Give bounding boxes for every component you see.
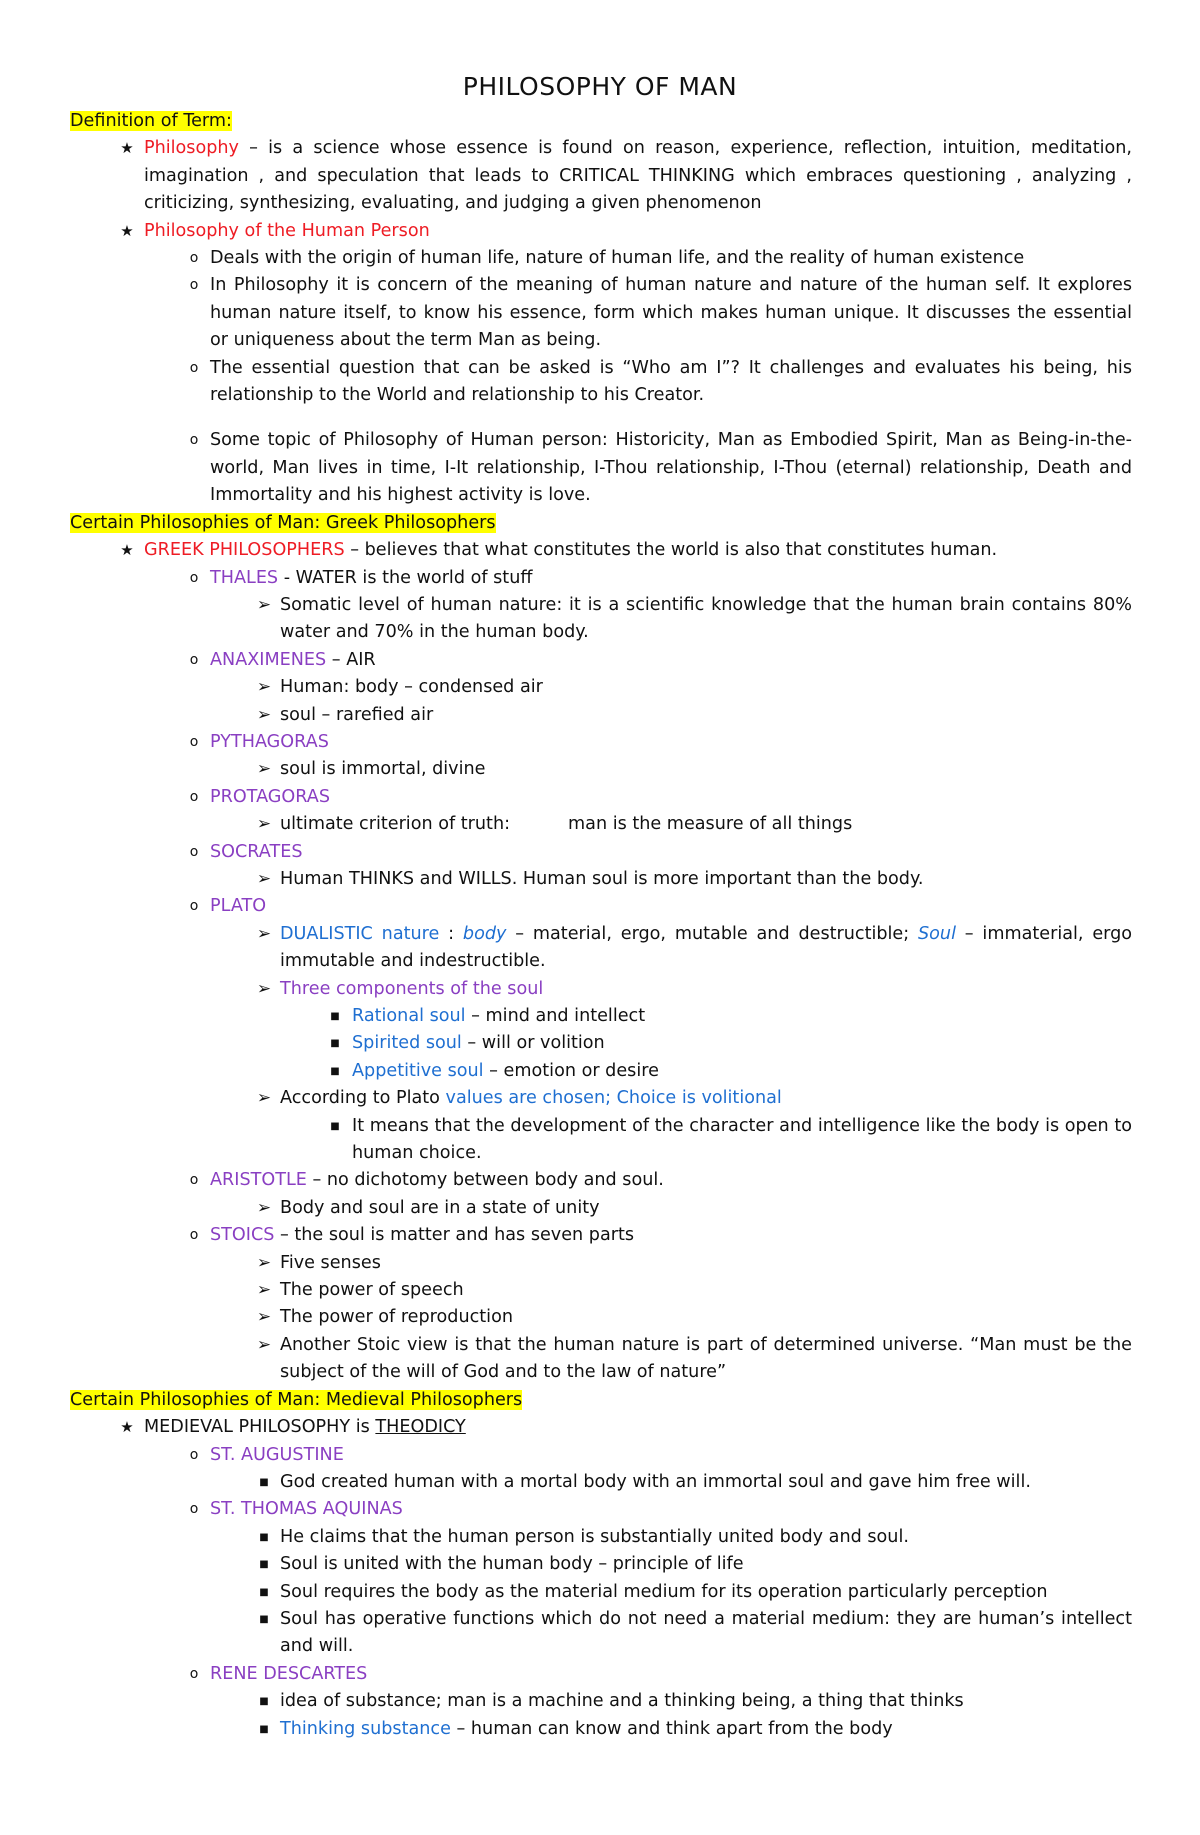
list-item: ■ Spirited soul – will or volition <box>318 1030 1132 1057</box>
philosopher-thales: o THALES - WATER is the world of stuff <box>178 565 1132 592</box>
philosopher-socrates <box>178 839 1132 866</box>
arrow-bullet-icon: ➢ <box>256 1197 272 1218</box>
name-socrates: SOCRATES <box>210 841 303 862</box>
list-item: ➢ Somatic level of human nature: it is a scientific knowledge that the human brain contains 80% water and 70% in the human body. <box>248 592 1132 647</box>
list-item: ■ Soul has operative functions which do not need a material medium: they are human’s intellect and will. <box>248 1606 1132 1661</box>
name-aristotle: ARISTOTLE <box>210 1170 307 1191</box>
list-item: ■ God created human with a mortal body with an immortal soul and gave him free will. <box>248 1469 1132 1496</box>
term-philosophy: Philosophy <box>144 138 239 159</box>
circle-bullet-icon: o <box>189 898 199 915</box>
arrow-bullet-icon: ➢ <box>256 868 272 889</box>
name-aquinas: ST. THOMAS AQUINAS <box>210 1499 403 1520</box>
philosopher-pythagoras <box>178 729 1132 756</box>
arrow-bullet-icon: ➢ <box>256 1334 272 1355</box>
list-item: ■ It means that the development of the character and intelligence like the body is open to human choice. <box>318 1113 1132 1168</box>
section-heading-definition <box>70 108 1132 135</box>
spacer <box>70 409 1132 427</box>
square-bullet-icon: ■ <box>259 1696 269 1708</box>
list-item: ➢ DUALISTIC nature : body – material, ergo, mutable and destructible; Soul – immaterial, ergo immutable and indestructible. <box>248 921 1132 976</box>
list-item <box>248 976 1132 1003</box>
arrow-bullet-icon: ➢ <box>256 814 272 835</box>
heading-text: Certain Philosophies of Man: Medieval Philosophers <box>70 1389 523 1410</box>
square-bullet-icon: ■ <box>259 1476 269 1488</box>
list-item: ■ Soul requires the body as the material medium for its operation particularly perception <box>248 1579 1132 1606</box>
term-body: body <box>462 923 507 944</box>
page-title: PHILOSOPHY OF MAN <box>462 72 738 101</box>
list-item: ■ Appetitive soul – emotion or desire <box>318 1058 1132 1085</box>
list-item: ➢ Five senses <box>248 1250 1132 1277</box>
list-item: ➢ Body and soul are in a state of unity <box>248 1195 1132 1222</box>
arrow-bullet-icon: ➢ <box>256 1252 272 1273</box>
circle-bullet-icon: o <box>189 843 199 860</box>
philosopher-aquinas <box>178 1496 1132 1523</box>
list-item: o Deals with the origin of human life, nature of human life, and the reality of human existence <box>178 245 1132 272</box>
square-bullet-icon: ■ <box>330 1011 340 1022</box>
heading-text: Definition of Term: <box>70 111 232 131</box>
term-theodicy: THEODICY <box>375 1417 466 1438</box>
circle-bullet-icon: o <box>189 1501 199 1518</box>
square-bullet-icon: ■ <box>259 1586 269 1598</box>
list-item: o Some topic of Philosophy of Human person: Historicity, Man as Embodied Spirit, Man as Being-in-the-world, Man lives in time, I-It relationship, I-Thou relationship, I-Thou (eternal) relationship, Death and Immortality and his highest activity is love. <box>178 427 1132 509</box>
name-augustine: ST. AUGUSTINE <box>210 1444 344 1465</box>
list-item <box>110 218 1132 245</box>
name-descartes: RENE DESCARTES <box>210 1663 368 1684</box>
list-item: ➢ Human THINKS and WILLS. Human soul is more important than the body. <box>248 866 1132 893</box>
list-item: ★ MEDIEVAL PHILOSOPHY is THEODICY <box>110 1414 1132 1441</box>
list-item: ➢ soul – rarefied air <box>248 702 1132 729</box>
arrow-bullet-icon: ➢ <box>256 923 272 944</box>
arrow-bullet-icon: ➢ <box>256 759 272 780</box>
term-greek-philosophers: GREEK PHILOSOPHERS <box>144 540 345 561</box>
circle-bullet-icon: o <box>189 1172 199 1189</box>
list-item: ➢ The power of reproduction <box>248 1304 1132 1331</box>
document-body <box>70 108 1132 1743</box>
list-item: ➢ Human: body – condensed air <box>248 674 1132 701</box>
philosopher-aristotle: o ARISTOTLE – no dichotomy between body and soul. <box>178 1167 1132 1194</box>
philosopher-stoics: o STOICS – the soul is matter and has seven parts <box>178 1222 1132 1249</box>
circle-bullet-icon: o <box>189 1446 199 1463</box>
arrow-bullet-icon: ➢ <box>256 704 272 725</box>
square-bullet-icon: ■ <box>259 1531 269 1543</box>
star-bullet-icon: ★ <box>120 139 134 158</box>
name-thales: THALES <box>210 567 279 588</box>
list-item: ★ Philosophy – is a science whose essence is found on reason, experience, reflection, intuition, meditation, imagination , and speculation that leads to CRITICAL THINKING which embraces questioning , analyzing , criticizing, synthesizing, evaluating, and judging a given phenomenon <box>110 135 1132 217</box>
list-item: o The essential question that can be asked is “Who am I”? It challenges and evaluates his being, his relationship to the World and relationship to his Creator. <box>178 355 1132 410</box>
list-item: ➢ The power of speech <box>248 1277 1132 1304</box>
philosopher-protagoras <box>178 784 1132 811</box>
circle-bullet-icon: o <box>189 1227 199 1244</box>
term-appetitive-soul: Appetitive soul <box>352 1060 484 1081</box>
star-bullet-icon: ★ <box>120 1418 134 1437</box>
philosopher-augustine <box>178 1442 1132 1469</box>
circle-bullet-icon: o <box>189 788 199 805</box>
circle-bullet-icon: o <box>189 359 199 376</box>
term-philosophy-human-person: Philosophy of the Human Person <box>144 220 430 241</box>
list-item: ➢ ultimate criterion of truth: man is the measure of all things <box>248 811 1132 838</box>
name-plato: PLATO <box>210 896 267 917</box>
square-bullet-icon: ■ <box>330 1038 340 1050</box>
philosopher-anaximenes: o ANAXIMENES – AIR <box>178 647 1132 674</box>
list-item: ★ GREEK PHILOSOPHERS – believes that what constitutes the world is also that constitutes human. <box>110 537 1132 564</box>
section-heading-medieval <box>70 1387 1132 1414</box>
circle-bullet-icon: o <box>189 250 199 267</box>
philosopher-descartes <box>178 1661 1132 1688</box>
section-heading-greek <box>70 510 1132 537</box>
arrow-bullet-icon: ➢ <box>256 677 272 698</box>
list-item: ■ Thinking substance – human can know and think apart from the body <box>248 1716 1132 1743</box>
square-bullet-icon: ■ <box>259 1559 269 1571</box>
arrow-bullet-icon: ➢ <box>256 1307 272 1328</box>
name-pythagoras: PYTHAGORAS <box>210 731 329 752</box>
list-item: ■ Soul is united with the human body – principle of life <box>248 1551 1132 1578</box>
arrow-bullet-icon: ➢ <box>256 594 272 615</box>
square-bullet-icon: ■ <box>259 1723 269 1735</box>
term-soul: Soul <box>918 923 956 944</box>
term-thinking-substance: Thinking substance <box>280 1718 451 1739</box>
term-values-chosen: values are chosen; Choice is volitional <box>445 1088 782 1109</box>
circle-bullet-icon: o <box>189 432 199 449</box>
philosopher-plato <box>178 893 1132 920</box>
term-three-components: Three components of the soul <box>280 978 544 999</box>
star-bullet-icon: ★ <box>120 221 134 240</box>
list-item: o In Philosophy it is concern of the meaning of human nature and nature of the human self. It explores human nature itself, to know his essence, form which makes human unique. It discusses the essential or uniqueness about the term Man as being. <box>178 272 1132 354</box>
square-bullet-icon: ■ <box>330 1065 340 1077</box>
name-protagoras: PROTAGORAS <box>210 786 330 807</box>
arrow-bullet-icon: ➢ <box>256 1088 272 1109</box>
heading-text: Certain Philosophies of Man: Greek Philosophers <box>70 512 496 533</box>
circle-bullet-icon: o <box>189 277 199 294</box>
name-anaximenes: ANAXIMENES <box>210 649 327 670</box>
circle-bullet-icon: o <box>189 1665 199 1682</box>
name-stoics: STOICS <box>210 1225 275 1246</box>
term-rational-soul: Rational soul <box>352 1006 466 1026</box>
square-bullet-icon: ■ <box>330 1120 340 1132</box>
circle-bullet-icon: o <box>189 651 199 668</box>
term-dualistic: DUALISTIC nature <box>280 923 440 944</box>
arrow-bullet-icon: ➢ <box>256 1280 272 1301</box>
square-bullet-icon: ■ <box>259 1613 269 1625</box>
list-item: ➢ soul is immortal, divine <box>248 756 1132 783</box>
circle-bullet-icon: o <box>189 733 199 750</box>
arrow-bullet-icon: ➢ <box>256 978 272 999</box>
list-item: ■ He claims that the human person is substantially united body and soul. <box>248 1524 1132 1551</box>
star-bullet-icon: ★ <box>120 541 134 560</box>
list-item: ➢ Another Stoic view is that the human nature is part of determined universe. “Man must be the subject of the will of God and to the law of nature” <box>248 1332 1132 1387</box>
list-item: ■ Rational soul – mind and intellect <box>318 1003 1132 1030</box>
circle-bullet-icon: o <box>189 569 199 586</box>
list-item: ➢ According to Plato values are chosen; Choice is volitional <box>248 1085 1132 1112</box>
term-spirited-soul: Spirited soul <box>352 1033 462 1054</box>
list-item: ■ idea of substance; man is a machine and a thinking being, a thing that thinks <box>248 1688 1132 1715</box>
